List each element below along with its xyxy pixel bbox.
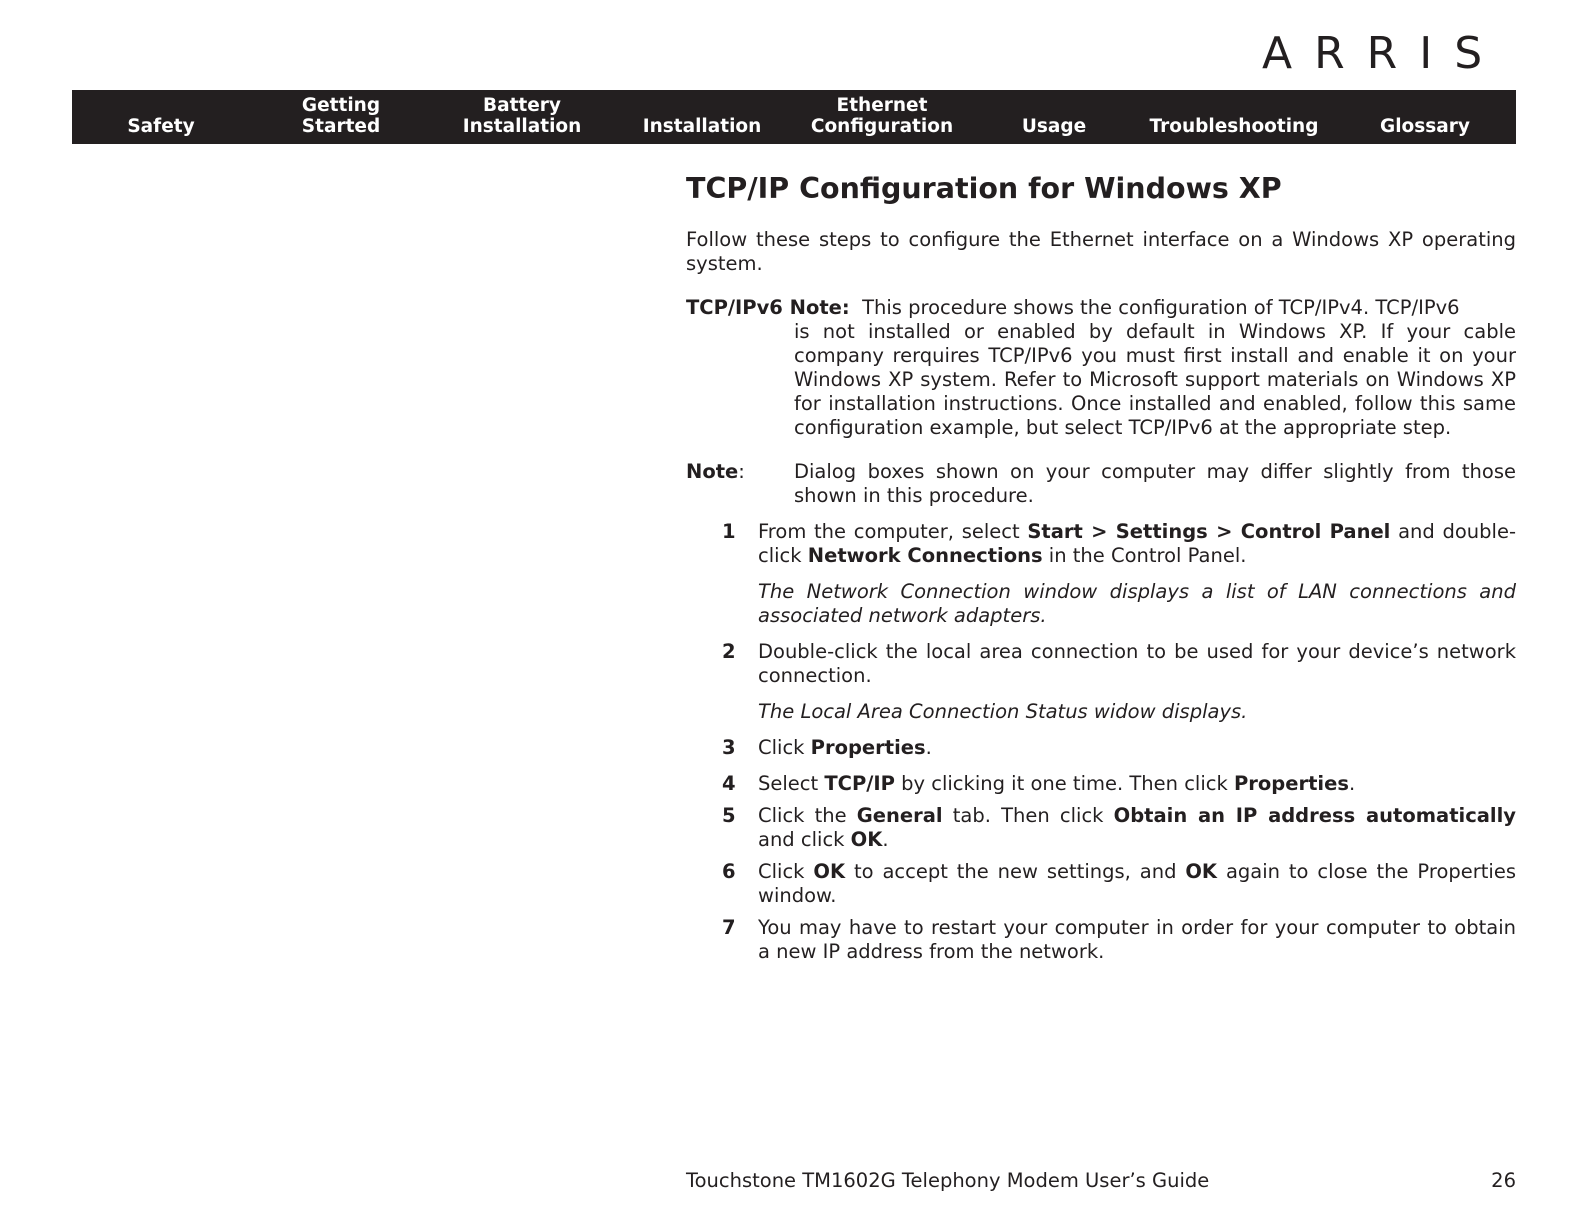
step-result: The Network Connection window displays a list of LAN connections and associated network adapters. (758, 580, 1516, 627)
nav-tab-troubleshooting[interactable]: Troubleshooting (1149, 116, 1319, 137)
nav-tab-safety[interactable]: Safety (127, 116, 195, 137)
footer-guide-title: Touchstone TM1602G Telephony Modem User’s Guide (686, 1169, 1210, 1192)
nav-tab-battery-installation[interactable]: Battery Installation (462, 95, 582, 137)
ipv6-note-first-line: This procedure shows the configuration of TCP/IPv4. TCP/IPv6 (862, 296, 1460, 319)
dialog-note: Note: Dialog boxes shown on your computer may differ slightly from those shown in this procedure. (686, 460, 1516, 507)
step-item: 3 Click Properties. (722, 736, 932, 759)
note-label: Note (686, 460, 739, 483)
nav-tab-ethernet-configuration[interactable]: Ethernet Configuration (810, 95, 954, 137)
step-item: 6 Click OK to accept the new settings, and OK again to close the Properties window. (722, 860, 1516, 907)
nav-tab-glossary[interactable]: Glossary (1380, 116, 1470, 137)
footer-page-number: 26 (1491, 1169, 1516, 1192)
arris-logo (1262, 30, 1530, 74)
step-number: 2 (722, 640, 736, 663)
step-list (722, 520, 1516, 964)
step-number: 4 (722, 772, 736, 795)
main-content (686, 170, 1516, 964)
step-number: 1 (722, 520, 736, 543)
nav-tab-installation[interactable]: Installation (642, 116, 762, 137)
step-item: 1 From the computer, select Start > Settings > Control Panel and double-click Network Connections in the Control Panel. The Network Connection window displays a list of LAN connections and associated network adapters. (722, 520, 1516, 627)
step-number: 5 (722, 804, 736, 827)
step-number: 7 (722, 916, 736, 939)
ipv6-note-text: is not installed or enabled by default in Windows XP. If your cable company rerquires TCP/IPv6 you must first install and enable it on your Windows XP system. Refer to Microsoft support materials on Windows XP for installation instructions. Once installed and enabled, follow this same configuration example, but select TCP/IPv6 at the appropriate step. (794, 320, 1516, 439)
nav-tab-usage[interactable]: Usage (1021, 116, 1087, 137)
top-navigation-bar (72, 90, 1516, 144)
step-item: 4 Select TCP/IP by clicking it one time. Then click Properties. (722, 772, 1356, 795)
step-result: The Local Area Connection Status widow displays. (758, 700, 1248, 723)
step-item: 2 Double-click the local area connection to be used for your device’s network connection. The Local Area Connection Status widow displays. (722, 640, 1516, 723)
nav-tab-getting-started[interactable]: Getting Started (301, 95, 381, 137)
arris-logo-text: ARRIS (1262, 30, 1505, 74)
page-title: TCP/IP Configuration for Windows XP (686, 172, 1282, 205)
ipv6-note-label: TCP/IPv6 Note: (686, 296, 850, 319)
step-item: 5 Click the General tab. Then click Obtain an IP address automatically and click OK. (722, 804, 1516, 851)
intro-paragraph: Follow these steps to configure the Ethernet interface on a Windows XP operating system. (686, 228, 1516, 275)
note-text: Dialog boxes shown on your computer may differ slightly from those shown in this procedure. (794, 460, 1516, 507)
step-number: 3 (722, 736, 736, 759)
step-item: 7 You may have to restart your computer in order for your computer to obtain a new IP address from the network. (722, 916, 1516, 963)
ipv6-note (686, 296, 1516, 440)
step-number: 6 (722, 860, 736, 883)
